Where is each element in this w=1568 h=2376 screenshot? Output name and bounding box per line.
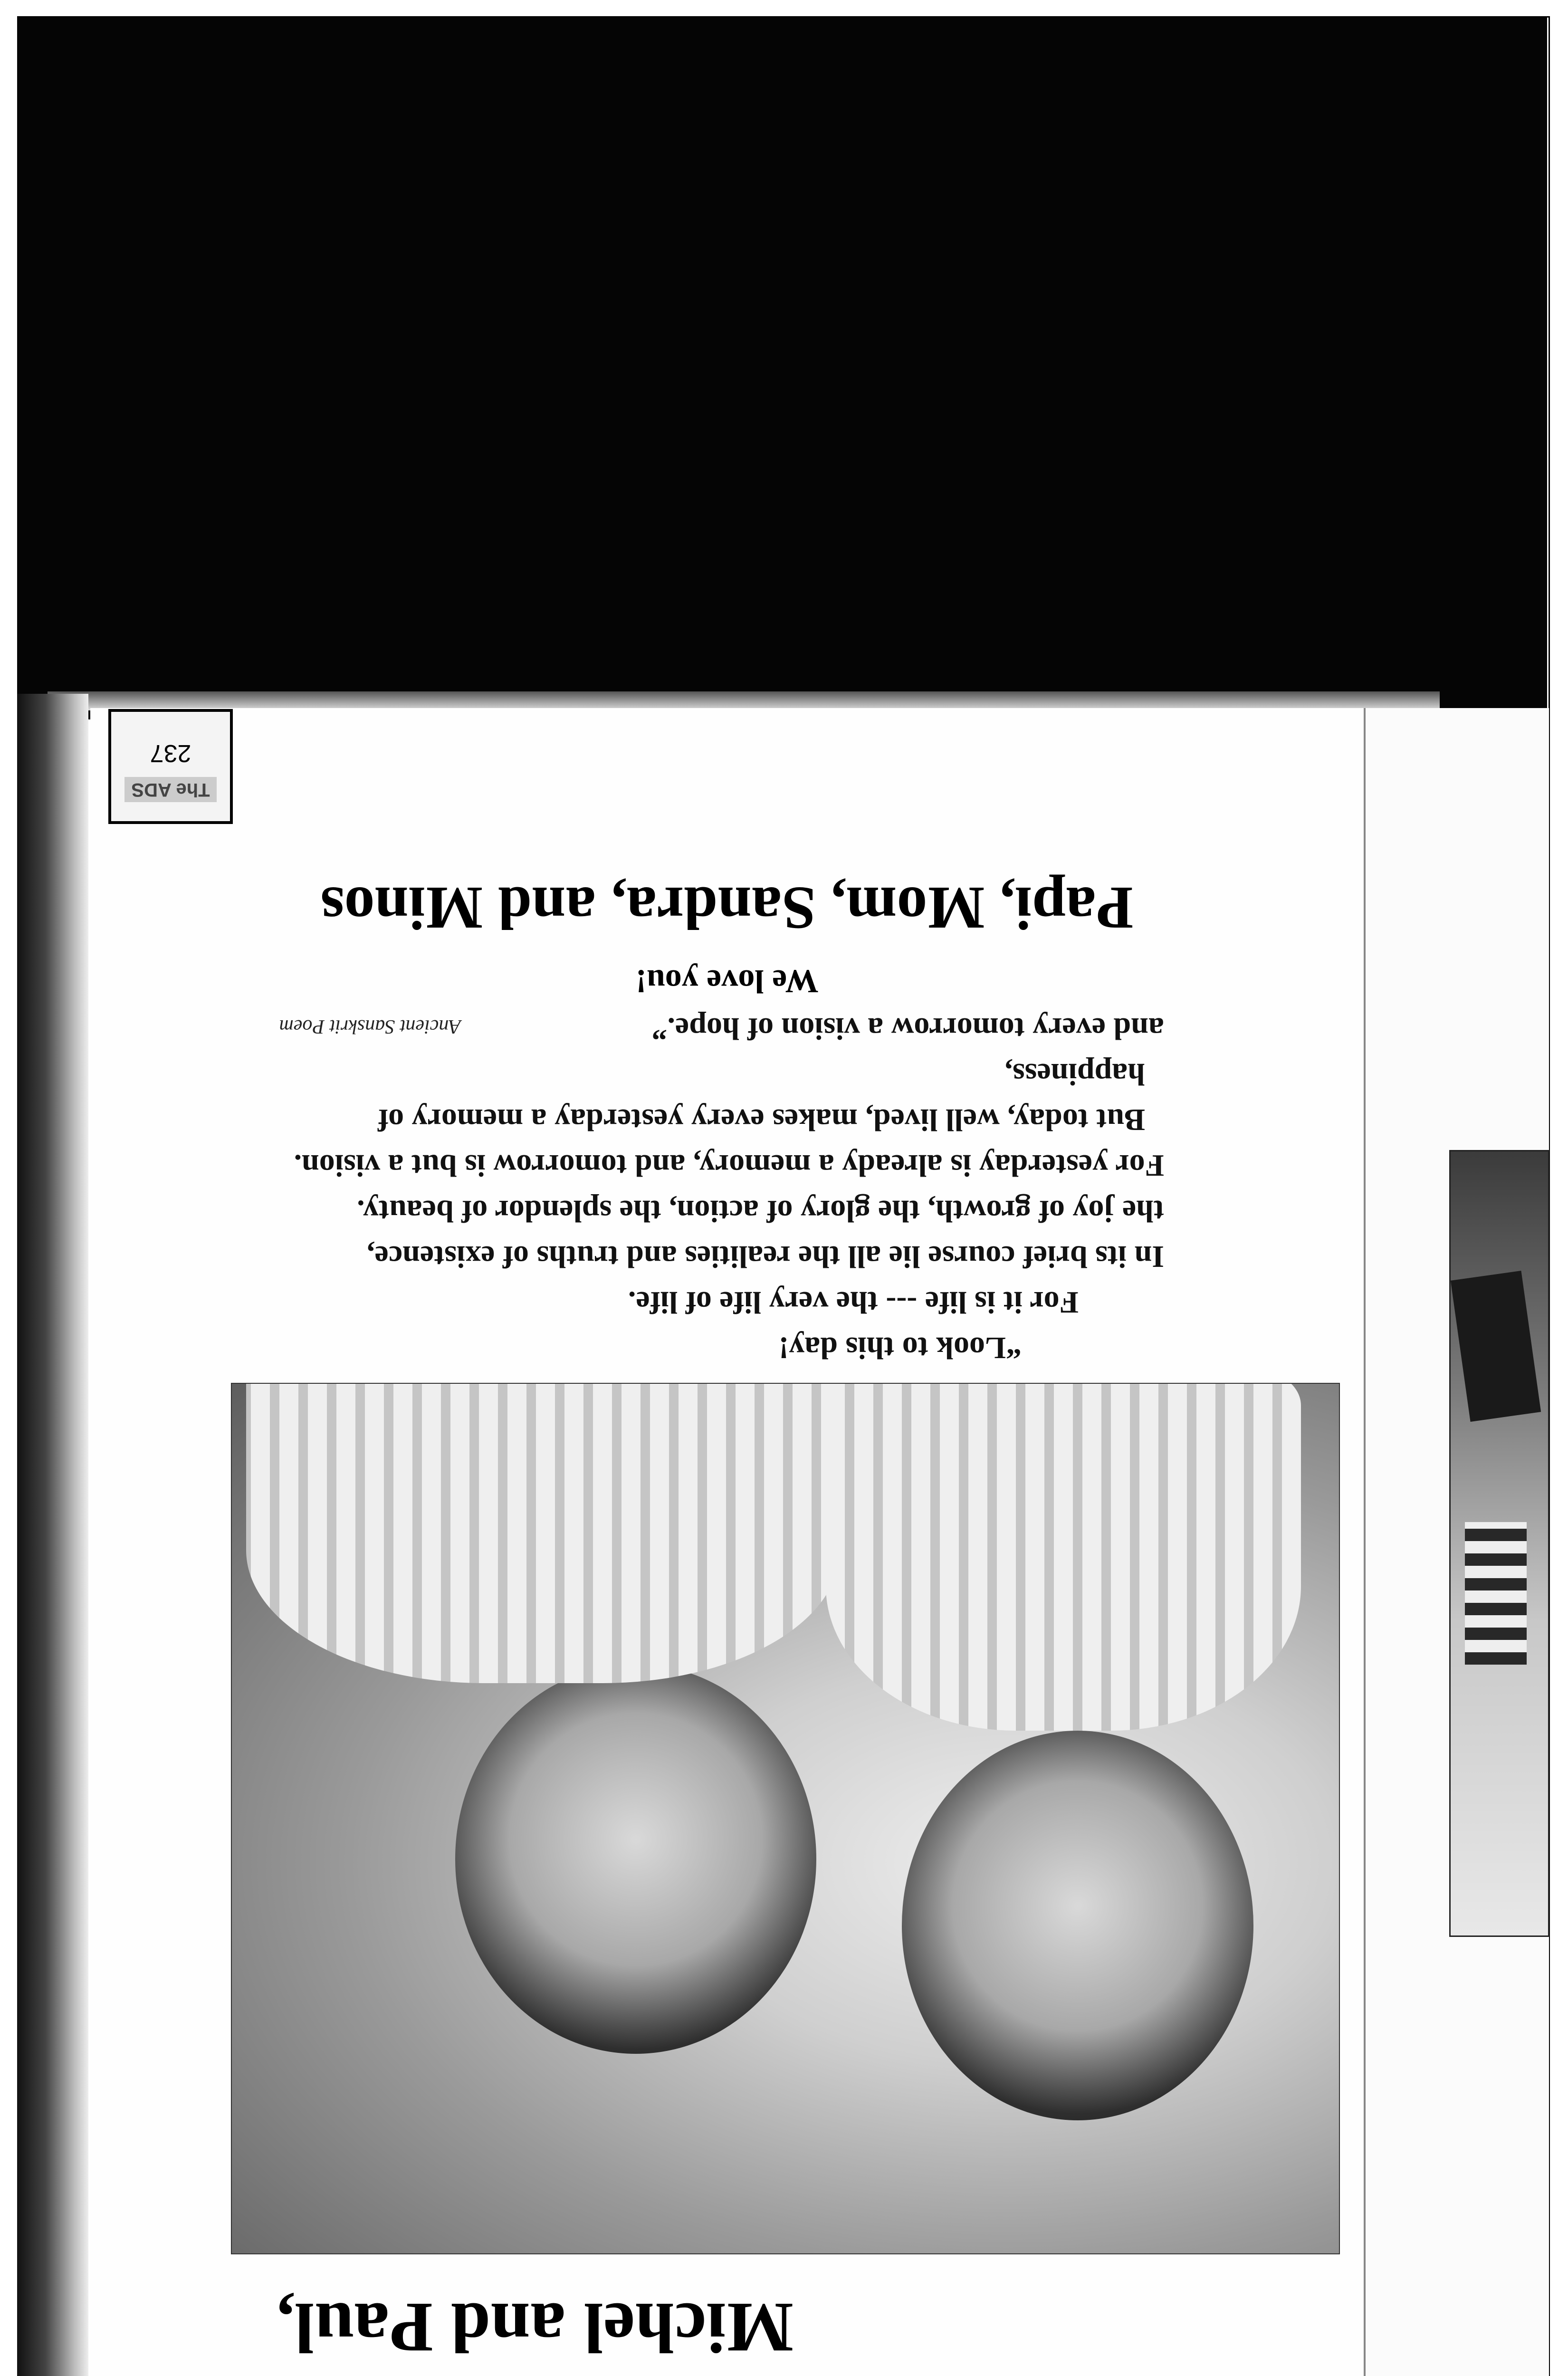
scanner-background — [17, 16, 1547, 719]
page-number: 237 — [150, 739, 191, 767]
banner-icon — [1451, 1271, 1541, 1422]
love-message: We love you! — [635, 963, 819, 999]
child-face-left — [902, 1731, 1253, 2120]
yearbook-page — [90, 708, 1364, 2376]
poem-line: the joy of growth, the glory of action, the splendor of beauty. — [357, 1194, 1164, 1228]
poem-line: “Look to this day! — [778, 1331, 1022, 1365]
poem-line: But today, well lived, makes every yesterday a memory of happiness, — [378, 1057, 1145, 1137]
child-shirt-left — [826, 1383, 1301, 1731]
poem-line: For it is life --- the very life of life. — [628, 1285, 1079, 1320]
poem-quote — [261, 1006, 1164, 1370]
page-edge — [48, 691, 1440, 710]
page-title: Michel and Paul, — [277, 2288, 794, 2367]
child-shirt-right — [246, 1383, 840, 1683]
child-face-right — [455, 1664, 816, 2054]
yearbook-logo: The ADS — [124, 777, 216, 802]
children-photo — [231, 1383, 1340, 2254]
poem-line: In its brief course lie all the realities and truths of existence, — [367, 1239, 1164, 1274]
poem-attribution: Ancient Sanskrit Poem — [279, 1016, 461, 1037]
facing-page-photo — [1449, 1150, 1549, 1937]
page-number-badge — [108, 709, 233, 824]
poem-line: For yesterday is already a memory, and tomorrow is but a vision. — [294, 1148, 1164, 1183]
striped-clothing-icon — [1465, 1522, 1527, 1665]
poem-line: and every tomorrow a vision of hope.” — [651, 1011, 1164, 1046]
family-signoff: Papi, Mom, Sandra, and Minos — [320, 874, 1134, 942]
book-spine-shadow — [17, 694, 88, 2376]
